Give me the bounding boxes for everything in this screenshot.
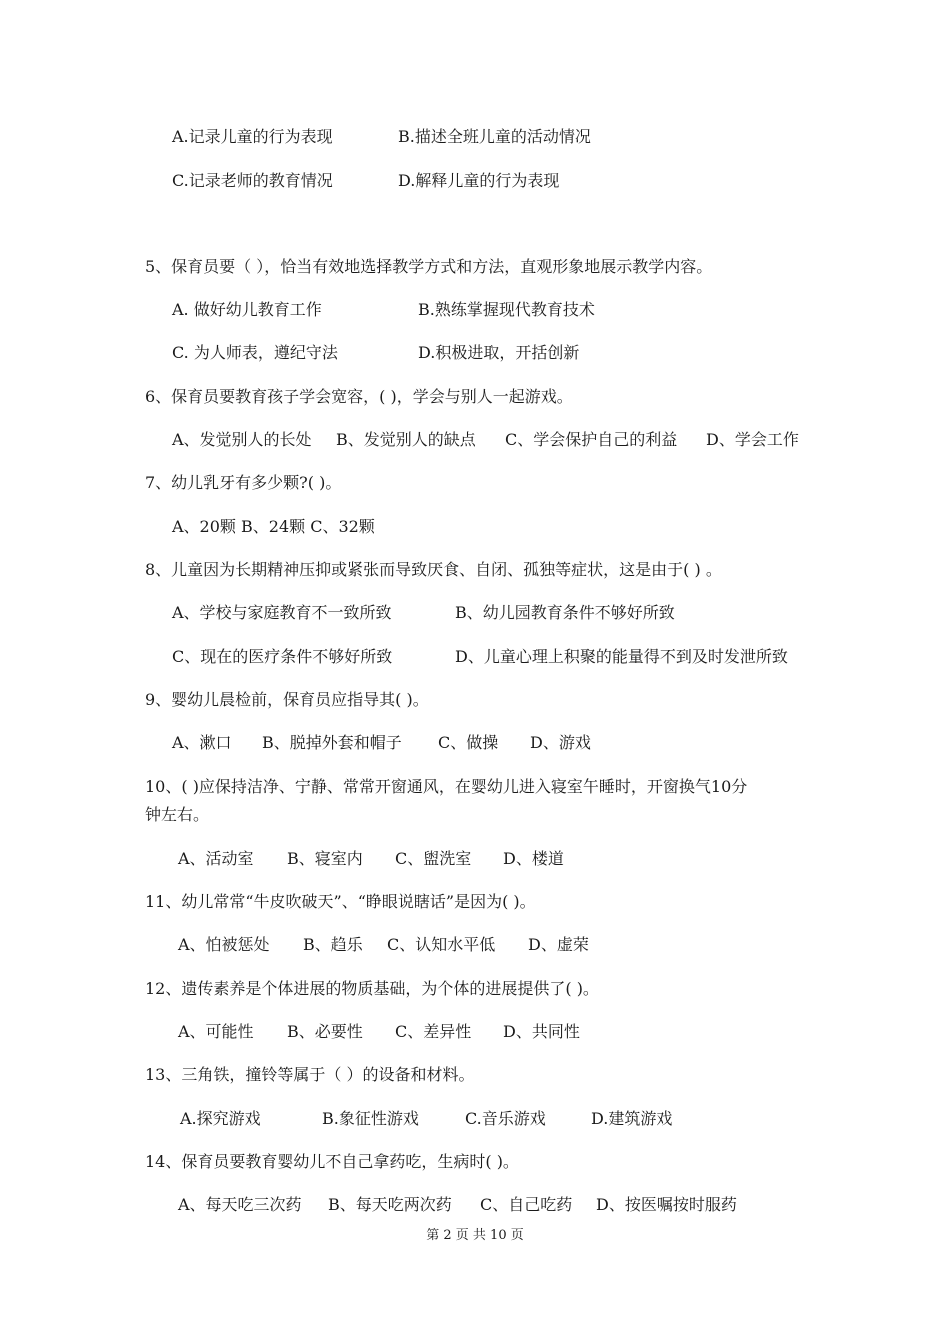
q11-option-c: C、认知水平低 (387, 935, 496, 954)
q14-option-d: D、按医嘱按时服药 (596, 1195, 737, 1214)
q13-option-b: B.象征性游戏 (322, 1109, 419, 1128)
q13-option-d: D.建筑游戏 (591, 1109, 673, 1128)
q10-option-b: B、寝室内 (287, 849, 363, 868)
q9-option-a: A、漱口 (172, 733, 232, 752)
q12-option-b: B、必要性 (287, 1022, 363, 1041)
q11-option-d: D、虚荣 (528, 935, 589, 954)
q12-option-a: A、可能性 (178, 1022, 254, 1041)
q6-option-d: D、学会工作 (706, 430, 799, 449)
q7-options: A、20颗 B、24颗 C、32颗 (172, 517, 375, 536)
q5-option-b: B.熟练掌握现代教育技术 (418, 300, 595, 319)
page-footer: 第 2 页 共 10 页 (426, 1228, 524, 1243)
q10-option-a: A、活动室 (178, 849, 254, 868)
q6-option-b: B、发觉别人的缺点 (336, 430, 476, 449)
q14-option-c: C、自己吃药 (480, 1195, 573, 1214)
q13-stem: 13、三角铁，撞铃等属于（ ）的设备和材料。 (145, 1065, 475, 1084)
q10-stem-line2: 钟左右。 (145, 805, 210, 824)
q10-option-d: D、楼道 (503, 849, 564, 868)
q6-option-a: A、发觉别人的长处 (172, 430, 312, 449)
q11-option-a: A、怕被惩处 (178, 935, 270, 954)
q11-stem: 11、幼儿常常“牛皮吹破天”、“睁眼说瞎话”是因为( )。 (145, 892, 536, 911)
q5-option-c: C. 为人师表，遵纪守法 (172, 343, 338, 362)
q4-option-b: B.描述全班儿童的活动情况 (398, 127, 591, 146)
q13-option-c: C.音乐游戏 (465, 1109, 546, 1128)
q5-stem: 5、保育员要（ ），恰当有效地选择教学方式和方法，直观形象地展示教学内容。 (145, 257, 713, 276)
q9-stem: 9、婴幼儿晨检前，保育员应指导其( )。 (145, 690, 429, 709)
q13-option-a: A.探究游戏 (180, 1109, 261, 1128)
q11-option-b: B、趋乐 (303, 935, 363, 954)
q8-option-a: A、学校与家庭教育不一致所致 (172, 603, 392, 622)
q4-option-a: A.记录儿童的行为表现 (172, 127, 333, 146)
q9-option-d: D、游戏 (530, 733, 591, 752)
q4-option-c: C.记录老师的教育情况 (172, 171, 333, 190)
q8-option-c: C、现在的医疗条件不够好所致 (172, 647, 393, 666)
q8-option-b: B、幼儿园教育条件不够好所致 (455, 603, 675, 622)
q14-stem: 14、保育员要教育婴幼儿不自己拿药吃，生病时( )。 (145, 1152, 519, 1171)
q5-option-a: A. 做好幼儿教育工作 (172, 300, 322, 319)
q8-option-d: D、儿童心理上积聚的能量得不到及时发泄所致 (455, 647, 788, 666)
q8-stem: 8、儿童因为长期精神压抑或紧张而导致厌食、自闭、孤独等症状，这是由于( ) 。 (145, 560, 722, 579)
q6-option-c: C、学会保护自己的利益 (505, 430, 678, 449)
q12-option-c: C、差异性 (395, 1022, 472, 1041)
q12-stem: 12、遗传素养是个体进展的物质基础，为个体的进展提供了( )。 (145, 979, 599, 998)
q4-option-d: D.解释儿童的行为表现 (398, 171, 560, 190)
q5-option-d: D.积极进取，开括创新 (418, 343, 580, 362)
q10-stem-line1: 10、( )应保持洁净、宁静、常常开窗通风，在婴幼儿进入寝室午睡时，开窗换气10分 (145, 777, 748, 796)
q12-option-d: D、共同性 (503, 1022, 580, 1041)
q6-stem: 6、保育员要教育孩子学会宽容，( )，学会与别人一起游戏。 (145, 387, 573, 406)
q14-option-b: B、每天吃两次药 (328, 1195, 452, 1214)
q9-option-b: B、脱掉外套和帽子 (262, 733, 402, 752)
q7-stem: 7、幼儿乳牙有多少颗?( )。 (145, 473, 342, 492)
q10-option-c: C、盥洗室 (395, 849, 472, 868)
q14-option-a: A、每天吃三次药 (178, 1195, 302, 1214)
q9-option-c: C、做操 (438, 733, 499, 752)
